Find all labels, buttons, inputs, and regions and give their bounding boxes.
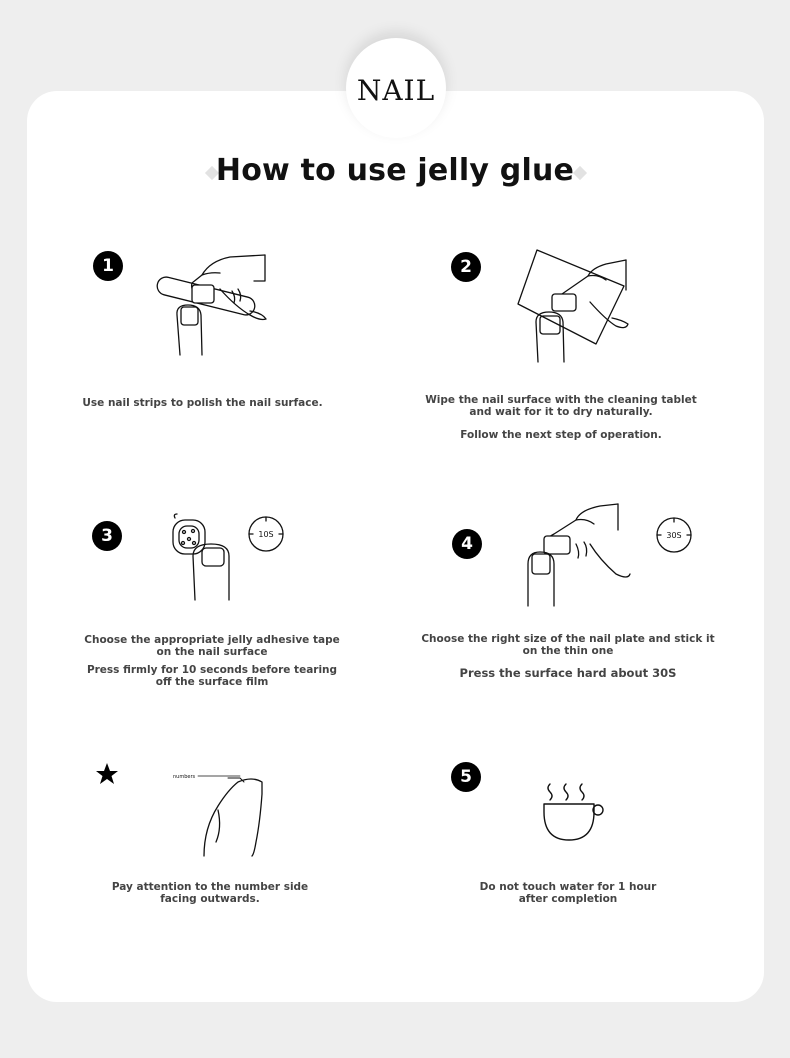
- step-2-line-2: Follow the next step of operation.: [460, 429, 662, 441]
- step-star-caption: [110, 881, 310, 905]
- star-icon: [95, 762, 119, 786]
- step-3-line-1: Choose the appropriate jelly adhesive tape on the nail surface: [84, 634, 340, 658]
- step-3-timer: 10S: [258, 530, 274, 539]
- step-3-marker: 3: [92, 521, 122, 551]
- step-1-marker: 1: [93, 251, 123, 281]
- title-row: [0, 148, 790, 192]
- number-side-icon: [168, 768, 278, 860]
- step-4-line-1: Choose the right size of the nail plate and stick it on the thin one: [421, 633, 715, 657]
- step-4-line-2: Press the surface hard about 30S: [459, 666, 677, 680]
- step-4-marker: 4: [452, 529, 482, 559]
- nail-badge: [346, 38, 446, 138]
- step-4-caption: [418, 633, 718, 679]
- jelly-tape-icon: [165, 512, 295, 604]
- step-3-caption: [78, 634, 346, 688]
- badge-label: NAIL: [356, 73, 436, 107]
- step-2-marker: 2: [451, 252, 481, 282]
- nail-strip-polish-icon: [150, 245, 275, 360]
- press-nail-icon: [520, 500, 700, 610]
- step-4-timer: 30S: [666, 531, 682, 540]
- hot-cup-icon: [540, 780, 610, 845]
- step-1-line-1: Use nail strips to polish the nail surface.: [82, 397, 323, 409]
- step-2-caption: [413, 394, 709, 441]
- step-5-line-1: Do not touch water for 1 hour after completion: [479, 881, 657, 905]
- step-1-caption: [80, 397, 325, 409]
- step-2-line-1: Wipe the nail surface with the cleaning tablet and wait for it to dry naturally.: [425, 394, 697, 418]
- step-5-marker: 5: [451, 762, 481, 792]
- cleaning-tablet-icon: [512, 246, 637, 366]
- numbers-label: numbers: [173, 774, 196, 780]
- step-star-line-1: Pay attention to the number side facing outwards.: [111, 881, 309, 905]
- step-3-line-2: Press firmly for 10 seconds before tearing off the surface film: [86, 664, 338, 688]
- step-5-caption: [468, 881, 668, 905]
- page-title: How to use jelly glue: [215, 152, 575, 188]
